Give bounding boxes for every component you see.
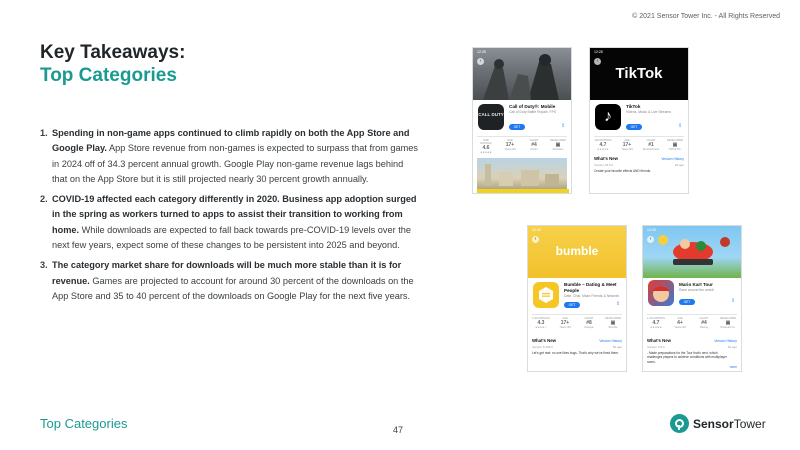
get-button[interactable]: GET [679, 299, 695, 305]
stat-age: AGE 17+ Years Old [504, 139, 516, 151]
takeaway-text [52, 258, 420, 304]
takeaway-bold: COVID-19 affected each category differently in 2020. Business app adoption surged in the spring as workers turned to apps to assist their transition to working from home. [52, 194, 417, 235]
soldiers-illustration [473, 48, 572, 100]
app-stats [477, 136, 567, 154]
update-age: 5d ago [612, 345, 622, 349]
whats-new-heading: What's New [532, 338, 556, 343]
mario-banner [643, 226, 741, 278]
takeaway-item [40, 258, 420, 304]
back-button[interactable]: ‹ [532, 236, 539, 243]
stat-developer: DEVELOPER ▣ Bumble [605, 317, 621, 329]
tiktok-banner-text: TikTok [615, 65, 663, 82]
takeaway-text [52, 192, 420, 253]
version-label: Version 2.8.0 [647, 345, 665, 349]
town-illustration [477, 158, 569, 194]
stat-ratings: 1.2M RATINGS 4.3 ★★★★☆ [532, 317, 550, 329]
release-notes: Let's get real: no one likes bugs. That's why we've fixed them. [532, 351, 619, 355]
whats-new-heading: What's New [647, 338, 671, 343]
takeaway-bold: The category market share for downloads will be much more stable than it is for revenue. [52, 260, 402, 286]
status-time: 12:28 [594, 50, 603, 54]
status-time: 12:28 [647, 228, 656, 232]
release-notes: Create your favorite effects AND friends. [594, 169, 651, 173]
app-subtitle: Videos, Music & Live Streams [626, 110, 671, 114]
app-subtitle: Call of Duty Battle Royale, FPS [509, 110, 557, 114]
takeaway-bold: Spending in non-game apps continued to climb rapidly on both the App Store and Google Play. [52, 128, 410, 154]
get-button[interactable]: GET [509, 124, 525, 130]
mario-face-icon [648, 280, 674, 306]
app-stats [647, 314, 737, 329]
stat-developer: DEVELOPER ▣ Activision [550, 139, 566, 151]
kart-illustration [643, 226, 742, 278]
app-stats [532, 314, 622, 329]
takeaway-text [52, 126, 420, 187]
stat-chart: CHART #4 Racing [699, 317, 709, 329]
stat-developer: DEVELOPER ▣ TikTok Pte. [667, 139, 683, 151]
bumble-hive-icon [533, 282, 559, 308]
page-subtitle: Top Categories [40, 65, 177, 86]
takeaway-body: While downloads are expected to fall back towards pre-COVID-19 levels over the next few years, expect some of these changes to be persistent into 2025 and beyond. [52, 224, 411, 251]
stat-ratings: 1.1M RATINGS 4.7 ★★★★★ [647, 317, 665, 329]
logo-text-bold: Sensor [693, 416, 734, 431]
cod-preview-image [477, 158, 567, 194]
takeaway-number: 2. [40, 194, 48, 205]
bumble-banner-text: bumble [555, 244, 599, 258]
stat-age: AGE 17+ Years Old [559, 317, 571, 329]
footer-section-label: Top Categories [40, 416, 128, 431]
takeaway-body: App Store revenue from non-games is expected to surpass that from games in 2024 off of 34.3 percent annual growth. Google Play non-game revenue lags behind that on the App Store but it is still projected nearly 30 percent growth annually. [52, 143, 418, 184]
version-history-link[interactable]: Version History [714, 339, 737, 343]
sensor-tower-logo-icon [670, 414, 689, 433]
stat-chart: CHART #4 Action [529, 139, 539, 151]
stat-chart: CHART #1 Entertainment [642, 139, 660, 151]
back-button[interactable]: ‹ [647, 236, 654, 243]
cod-banner [473, 48, 571, 100]
app-name: Bumble – Dating & Meet People [564, 282, 617, 293]
app-stats [594, 136, 684, 151]
get-button[interactable]: GET [564, 302, 580, 308]
screenshot-mario-kart [642, 225, 742, 372]
back-button[interactable]: ‹ [594, 58, 601, 65]
version-label: Version 5.209.0 [532, 345, 553, 349]
copyright-notice: © 2021 Sensor Tower Inc. - All Rights Reserved [632, 13, 780, 20]
cod-app-icon: CALL DUTY [478, 104, 504, 130]
update-age: 2d ago [674, 163, 684, 167]
app-subtitle: Race around the world! [679, 288, 715, 292]
tiktok-app-icon: ♪ [595, 104, 621, 130]
whats-new-heading: What's New [594, 156, 618, 161]
mario-kart-app-icon [648, 280, 674, 306]
status-time: 12:28 [477, 50, 486, 54]
update-age: 6d ago [727, 345, 737, 349]
app-name: Mario Kart Tour [679, 282, 713, 287]
share-icon[interactable]: ⇪ [561, 123, 566, 129]
app-name: Call of Duty®: Mobile [509, 104, 556, 109]
version-label: Version 18.6.0 [594, 163, 614, 167]
app-name: TikTok [626, 104, 641, 109]
version-history-link[interactable]: Version History [661, 157, 684, 161]
takeaway-number: 3. [40, 260, 48, 271]
status-time: 12:28 [532, 228, 541, 232]
logo-text-light: Tower [733, 416, 766, 431]
share-icon[interactable]: ⇪ [731, 298, 736, 304]
takeaway-item [40, 192, 420, 253]
share-icon[interactable]: ⇪ [616, 301, 621, 307]
stat-chart: CHART #8 Lifestyle [584, 317, 594, 329]
takeaway-number: 1. [40, 128, 48, 138]
bumble-app-icon [533, 282, 559, 308]
stat-age: AGE 17+ Years Old [621, 139, 633, 151]
sensor-tower-logo [670, 414, 766, 433]
version-history-link[interactable]: Version History [599, 339, 622, 343]
logo-text [693, 417, 766, 431]
stat-age: AGE 4+ Years Old [674, 317, 686, 329]
stat-developer: DEVELOPER ▣ Nintendo Co. [720, 317, 736, 329]
back-button[interactable]: ‹ [477, 58, 484, 65]
get-button[interactable]: GET [626, 124, 642, 130]
page-number: 47 [393, 425, 404, 435]
takeaway-item [40, 126, 420, 187]
screenshot-call-of-duty [472, 47, 572, 194]
release-notes: - Made preparations for the Tour that's next, which challenges players to achieve conditions with multiplayer races. [647, 351, 727, 364]
takeaway-body: Games are projected to account for around 30 percent of the downloads on the App Store and 35 to 40 percent of the downloads on Google Play for the next five years. [52, 275, 414, 301]
takeaways-list [40, 126, 420, 309]
more-link[interactable]: more [729, 365, 737, 369]
stat-ratings: 100K RATINGS 4.6 ★★★★★ [480, 139, 492, 154]
screenshot-bumble [527, 225, 627, 372]
stat-ratings: 13M RATINGS 4.7 ★★★★★ [594, 139, 612, 151]
page-title: Key Takeaways: [40, 42, 186, 63]
app-subtitle: Date, Chat, Make Friends & Network [564, 294, 620, 298]
screenshot-tiktok [589, 47, 689, 194]
share-icon[interactable]: ⇪ [678, 123, 683, 129]
